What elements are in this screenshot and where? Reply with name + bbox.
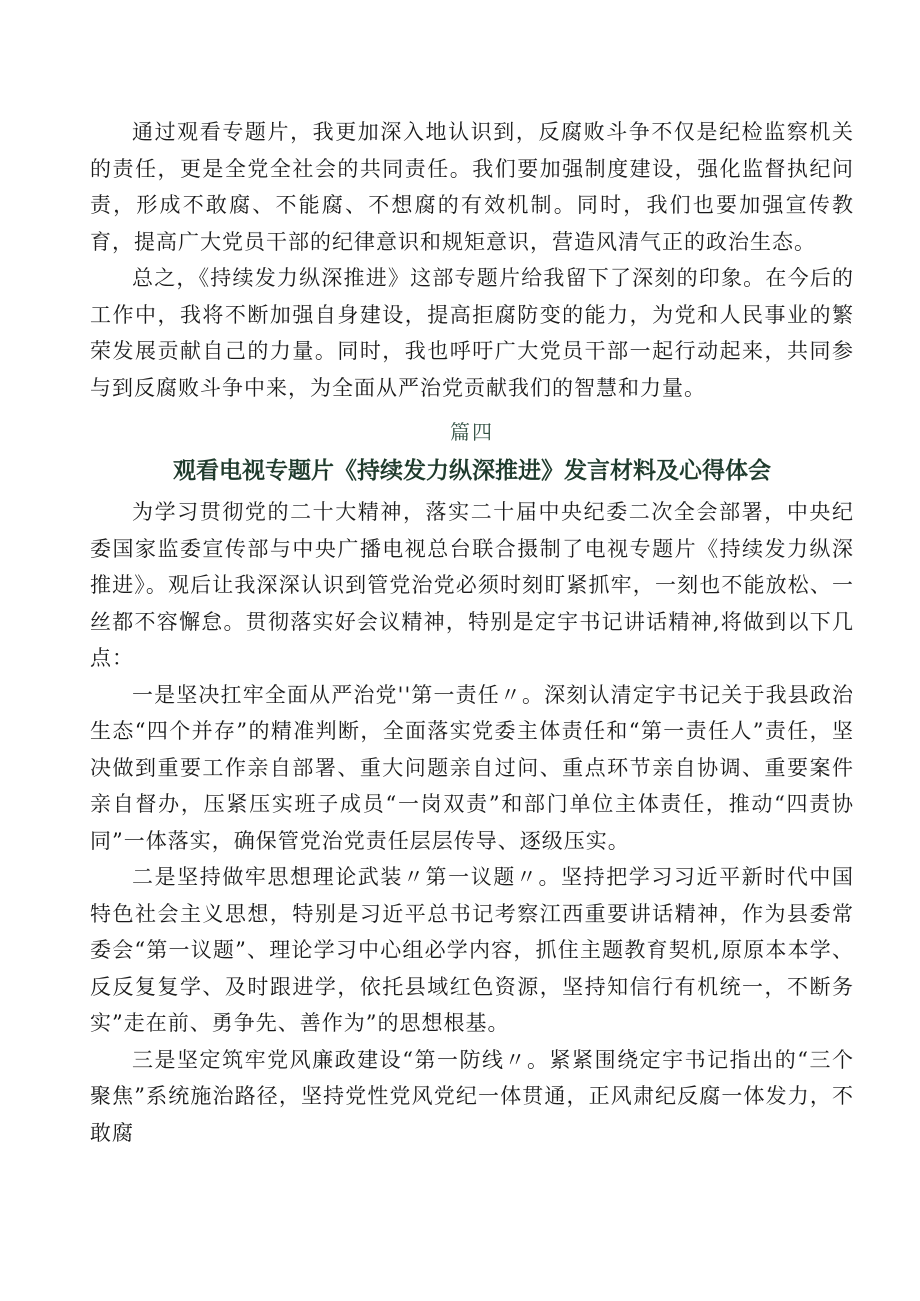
body-paragraph: 为学习贯彻党的二十大精神，落实二十届中央纪委二次全会部署，中央纪委国家监委宣传部与中央广播电视总台联合摄制了电视专题片《持续发力纵深推进》。观后让我深深认识到管党治党必须时刻盯紧抓牢，一刻也不能放松、一丝都不容懈怠。贯彻落实好会议精神，特别是定宇书记讲话精神,将做到以下几点： <box>90 500 854 670</box>
body-paragraph: 二是坚持做牢思想理论武装〃第一议题〃。坚持把学习习近平新时代中国特色社会主义思想，特别是习近平总书记考察江西重要讲话精神，作为县委常委会“第一议题”、理论学习中心组必学内容，抓住主题教育契机,原原本本学、反反复复学、及时跟进学，依托县域红色资源，坚持知信行有机统一，不断务实”走在前、勇争先、善作为”的思想根基。 <box>90 865 854 1035</box>
document-title: 观看电视专题片《持续发力纵深推进》发言材料及心得体会 <box>173 458 771 484</box>
body-paragraph: 三是坚定筑牢党风廉政建设“第一防线〃。紧紧围绕定宇书记指出的“三个聚焦”系统施治路径，坚持党性党风党纪一体贯通，正风肃纪反腐一体发力，不敢腐 <box>90 1047 854 1145</box>
body-paragraph: 总之，《持续发力纵深推进》这部专题片给我留下了深刻的印象。在今后的工作中，我将不断加强自身建设，提高拒腐防变的能力，为党和人民事业的繁荣发展贡献自己的力量。同时，我也呼吁广大党员干部一起行动起来，共同参与到反腐败斗争中来，为全面从严治党贡献我们的智慧和力量。 <box>90 266 854 400</box>
body-paragraph: 一是坚决扛牢全面从严治党''第一责任〃。深刻认清定宇书记关于我县政治生态“四个并存”的精准判断，全面落实党委主体责任和“第一责任人”责任，坚决做到重要工作亲自部署、重大问题亲自过问、重点环节亲自协调、重要案件亲自督办，压紧压实班子成员“一岗双责”和部门单位主体责任，推动“四责协同”一体落实，确保管党治党责任层层传导、逐级压实。 <box>90 682 854 853</box>
body-paragraph: 通过观看专题片，我更加深入地认识到，反腐败斗争不仅是纪检监察机关的责任，更是全党全社会的共同责任。我们要加强制度建设，强化监督执纪问责，形成不敢腐、不能腐、不想腐的有效机制。同时，我们也要加强宣传教育，提高广大党员干部的纪律意识和规矩意识，营造风清气正的政治生态。 <box>90 120 854 254</box>
document-page <box>90 114 854 1151</box>
section-label: 篇四 <box>450 420 494 444</box>
